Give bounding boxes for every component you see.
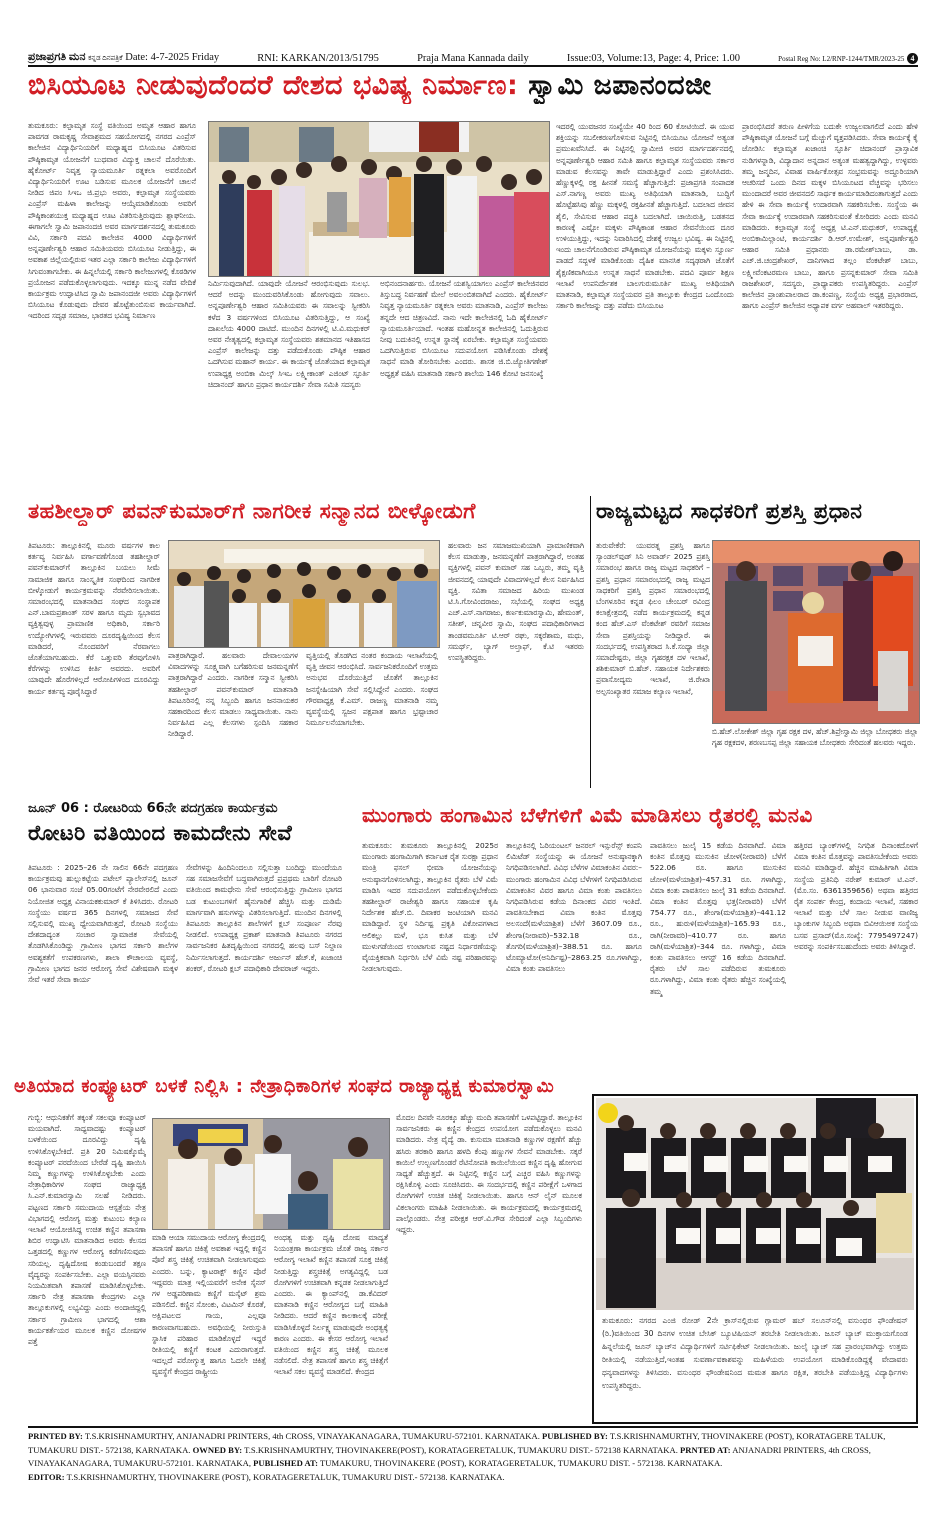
- footer-text: T.S.KRISHNAMURTHY, ANJANADRI PRINTERS, 4th CROSS, VINAYAKANAGARA, TUMAKURU-572101. KARNATAKA.: [82, 1431, 543, 1441]
- imprint-footer: [28, 1426, 918, 1484]
- newspaper-logo: ಪ್ರಜಾಪ್ರಗತಿ ಮನ: [28, 51, 86, 63]
- article-column: ಪಾತ್ರರಾಗಿದ್ದಾರೆ. ಹಲವಾರು ದೇವಾಲಯಗಳ ವಿವಾದಗಳನ್ನು ಸೂಕ್ಷ್ಮವಾಗಿ ಬಗೆಹರಿಸುವ ಜನಮನ್ನಣೆಗೆ ಪಾತ್ರರಾಗಿದ್ದಾರೆ ಎಂದರು. ನಾಗರೀಕ ಸನ್ಮಾನ ಸ್ವೀಕರಿಸಿ ತಹಶೀಲ್ದಾರ್ ಪವನ್‌ಕುಮಾರ್ ಮಾತನಾಡಿ ತಿಪಟೂರಿನಲ್ಲಿ ನನ್ನ ಸಿಬ್ಬಂದಿ ಹಾಗೂ ಜನನಾಯಕರ ಸಹಕಾರದಿಂದ ಕೆಲಸ ಮಾಡಲು ಸಾಧ್ಯವಾಯಿತು. ನಾನು ನಿರ್ವಹಿಸಿದ ಎಲ್ಲ ಕೆಲಸಗಳು ಸ್ಪಂದಿಸಿ ಸಹಕಾರ ನೀಡಿದ್ದಾರೆ.: [168, 651, 298, 739]
- article-column: ಅಭಿನಂದನಾರ್ಹರು. ಯೋಜನೆ ಯಶಸ್ವಿಯಾಗಲು ಎಂಪ್ರೆಸ್ ಕಾಲೇಜಿನವರ ತಿಸ್ತುಬದ್ಧ ನಿರ್ವಹಣೆ ಮೇಲೆ ಅವಲಂಬಿತವಾಗಿದೆ ಎಂದರು. ಹೈಕೋರ್ಟ್ ನಿವೃತ್ತ ನ್ಯಾಯಮೂರ್ತಿ ರತ್ನಕಲಾ ಅವರು ಮಾತನಾಡಿ, ಎಂಪ್ರೆಸ್ ಕಾಲೇಜು ತನ್ನದೇ ಆದ ಚಿತ್ರಣವಿದೆ. ನಾನು ಇದೇ ಕಾಲೇಜಿನಲ್ಲಿ ಓದಿ ಹೈಕೋರ್ಟ್ ನ್ಯಾಯಮೂರ್ತಿಯಾದೆ. ಇಂತಹ ಮಹೋನ್ನತ ಕಾಲೇಜಿನಲ್ಲಿ ಓದುತ್ತಿರುವ ನೀವು ಬದುಕಿನಲ್ಲಿ ಉನ್ನತ ಸ್ಥಾನಕ್ಕೆ ಏರಬೇಕು. ಕಲ್ಪಾಮೃತ ಸಂಸ್ಥೆಯವರು ಒದಗಿಸುತ್ತಿರುವ ಬಿಸಿಯೂಟ ಸದುಪಯೋಗ ಪಡಿಸಿಕೊಂಡು ದೇಶಕ್ಕೆ ಸಾಧನೆ ಮಾಡಿ ತೋರಿಸಬೇಕು ಎಂದರು. ಶಾಸಕ ಜಿ.ಬಿ.ಜ್ಯೋತಿಗಣೇಶ್ ಅಧ್ಯಕ್ಷತೆ ವಹಿಸಿ ಮಾತನಾಡಿ ಸರ್ಕಾರಿ ಶಾಲೆಯ 146 ಕೋಟಿ ಜನಸಂಖ್ಯೆ: [380, 279, 548, 378]
- article-column: ತಿಪಟೂರು: ತಾಲ್ಲೂಕಿನಲ್ಲಿ ಮೂರು ವರ್ಷಗಳ ಕಾಲ ಕರ್ತವ್ಯ ನಿರ್ವಹಿಸಿ ವರ್ಗಾವಣೆಗೊಂಡ ತಹಶೀಲ್ದಾರ್ ಪವನ್‌ಕುಮಾರ್‌ಗೆ ತಾಲ್ಲೂಕಿನ ಬಯಲು ಸೀಮೆ ಸಾಮಾಜಿಕ ಹಾಗೂ ಸಾಂಸ್ಕೃತಿಕ ಸಂಘದಿಂದ ನಾಗರೀಕ ಬೀಳ್ಕೋಡುಗೆ ಕಾರ್ಯಕ್ರಮವನ್ನು ನೆರವೇರಿಸಲಾಯಿತು. ಸಮಾರಂಭದಲ್ಲಿ ಮಾತನಾಡಿದ ಸಂಘದ ಸಂಸ್ಥಾಪಕ ಎನ್.ಬಾಮಪ್ರಶಾಂತ್ ಸರಳ ಹಾಗೂ ಮೃದು ಸ್ವಭಾವದ ವ್ಯಕ್ತಿತ್ವವುಳ್ಳ ಪ್ರಾಮಾಣಿಕ ಅಧಿಕಾರಿ, ಸರ್ಕಾರಿ ಉದ್ಯೋಗಿಗಳಲ್ಲಿ ಇರುವವರು ದೂರದೃಷ್ಟಿಯಿಂದ ಕೆಲಸ ಮಾಡಿದರೆ, ನೊಂದವರಿಗೆ ನೆರವಾಗಲು ಜೊತೆಯಾಗಬಹುದು. ಕೆರೆ ಒತ್ತುವರಿ ತೆರವುಗೊಳಿಸಿ ಕೆರೆಗಳನ್ನು ಉಳಿಸಿದ ಕೀರ್ತಿ ಅವರದು. ಅವರಿಗೆ ಯಾವುದೇ ಹೊರೆಗಳಿಲ್ಲದೆ ಆರೋಪಿಗಳಿಂದ ದೂರವಿದ್ದು ಕಾರ್ಯ ಕರ್ತವ್ಯ ಪೂರೈಸಿದ್ದಾರೆ: [28, 541, 160, 696]
- photo-computer: [152, 1118, 390, 1230]
- article-column: ಮೊದಲ ದಿನವೇ ನೂರಕ್ಕೂ ಹೆಚ್ಚು ಮಂದಿ ತಪಾಸಣೆಗೆ ಒಳಪಟ್ಟಿದ್ದಾರೆ. ತಾಲ್ಲೂಕಿನ ಸಾರ್ವಜನಿಕರು ಈ ಕಣ್ಣಿನ ಕೇಂದ್ರದ ಉಪಯೋಗ ಪಡೆದುಕೊಳ್ಳಲು ಮನವಿ ಮಾಡಿದರು. ನೇತ್ರ ವೈದ್ಯೆ ಡಾ. ಕುಸುಮಾ ಮಾತನಾಡಿ ಕಣ್ಣುಗಳ ರಕ್ಷಣೆಗೆ ಹೆಚ್ಚು ಹಸಿರು ತರಕಾರಿ ಹಾಗೂ ಹಳದಿ ಕೆಂಪು ಹಣ್ಣುಗಳ ಸೇವನೆ ಮಾಡಬೇಕು. ಸಕ್ಕರೆ ಕಾಯಿಲೆ ಉಲ್ಬಣಗೊಂಡರೆ ರೆಟಿನೋಪತಿ ಕಾಯಿಲೆಯಿಂದ ಕಣ್ಣಿನ ದೃಷ್ಟಿ ಹೋಗುವ ಸಾಧ್ಯತೆ ಹೆಚ್ಚುತ್ತದೆ. ಈ ನಿಟ್ಟಿನಲ್ಲಿ ಕಣ್ಣಿನ ಬಗ್ಗೆ ಎಚ್ಚರ ವಹಿಸಿ ಕಣ್ಣುಗಳನ್ನು ರಕ್ಷಿಸಿಕೊಳ್ಳಿ ಎಂದು ಸೂಚಿಸಿದರು. ಈ ಸಂದರ್ಭದಲ್ಲಿ ಕಣ್ಣಿನ ಪರೀಕ್ಷೆಗೆ ಒಳಗಾದ ರೋಗಿಗಳಿಗೆ ಉಚಿತ ಚಿಕಿತ್ಸೆ ನೀಡಲಾಯಿತು. ಹಾಗೂ ಆನ್ ಲೈನ್ ಮೂಲಕ ವಿಕಲಾಂಗರು ಮಾಹಿತಿ ನೀಡಲಾಯಿತು. ಈ ಕಾರ್ಯಕ್ರಮದಲ್ಲಿ ಕಾರ್ಯಕ್ರಮದಲ್ಲಿ ಪಾಲ್ಗೊಂಡರು. ನೇತ್ರ ಪರೀಕ್ಷಕ ಆರ್.ವಿ.ಗೌಡ ಸೇರಿದಂತೆ ಎಲ್ಲಾ ಸಿಬ್ಬಂದಿಗಳು ಇದ್ದರು.: [396, 1113, 582, 1235]
- beautician-group-photo-icon: [596, 1098, 914, 1310]
- footer-text: ANJANADRI PRINTERS, 4th CROSS, VINAYAKANAGARA, TUMAKURU-572101. KARNATAKA,: [28, 1444, 871, 1468]
- headline-award: ರಾಜ್ಯಮಟ್ಟದ ಸಾಧಕರಿಗೆ ಪ್ರಶಸ್ತಿ ಪ್ರಧಾನ: [596, 499, 863, 523]
- article-column: ತುರುವೇಕೆರೆ: ಯುವರತ್ನ ಪ್ರಶಸ್ತಿ ಹಾಗೂ ಸ್ಯಾಂಡಲ್‌ವುಡ್ ಸಿನಿ ಅವಾರ್ಡ್ 2025 ಪ್ರಶಸ್ತಿ ಸಮಾರಂಭ ಹಾಗೂ ರಾಜ್ಯ ಮಟ್ಟದ ಸಾಧಕರಿಗೆ – ಪ್ರಶಸ್ತಿ ಪ್ರಧಾನ ಸಮಾರಂಭದಲ್ಲಿ ರಾಜ್ಯ ಮಟ್ಟದ ಸಾಧಕರಿಗೆ ಪ್ರಶಸ್ತಿ ಪ್ರಧಾನ ಸಮಾರಂಭದಲ್ಲಿ ಬೆಂಗಳೂರಿನ ಕನ್ನಡ ಫಿಲಂ ಚೇಂಬರ್ ರವಿಂದ್ರ ಕಲಾಕ್ಷೇತ್ರದಲ್ಲಿ ನಡೆದ ಕಾರ್ಯಕ್ರಮದಲ್ಲಿ ಕನ್ನಡ ಕಂದ ಹೆಚ್.ಎಸ್ ವೆಂಕಟೇಶ್ ರವರಿಗೆ ಸಮಾಜ ಸೇವಾ ಪ್ರಶಸ್ತಿಯನ್ನು ನೀಡಿದ್ದಾರೆ. ಈ ಸಂದರ್ಭದಲ್ಲಿ ಉಪಸ್ಥಿತರಾದ ಸಿ.ಕೆ.ಸಂಧ್ಯಾ ಜಿಲ್ಲಾ ಸಮಾದೇಷ್ಟರು, ಜಿಲ್ಲಾ ಗೃಹರಕ್ಷಕ ದಳ ಇಲಾಖೆ, ಶಶಿಕುಮಾರ್ ಬಿ.ಹೆಚ್. ಸಹಾಯಕ ನಿರ್ದೇಶಕರು ಪ್ರವಾಸೋದ್ಯಮ ಇಲಾಖೆ, ಜಿ.ರೇಖಾ ಅಲ್ಪಸಂಖ್ಯಾತರ ಸಮಾಜ ಕಲ್ಯಾಣ ಇಲಾಖೆ,: [596, 541, 710, 696]
- article-column: ತಾಲ್ಲೂಕಿನಲ್ಲಿ ಓರಿಯಂಟಲ್ ಜನರಲ್ ಇನ್ಸುರೆನ್ಸ್ ಕಂಪನಿ ಲಿಮಿಟೆಡ್ ಸಂಸ್ಥೆಯನ್ನು ಈ ಯೋಜನೆ ಅನುಷ್ಠಾನಕ್ಕಾಗಿ ನಿಗಧಿಪಡಿಸಲಾಗಿದೆ. ವಿವಿಧ ಬೆಳೆಗಳ ವಿಮಾಕಂತಿನ ವಿವರ:– ಮುಂಗಾರು ಹಂಗಾಮಿನ ವಿವಿಧ ಬೆಳೆಗಳಿಗೆ ನಿಗಧಿಪಡಿಸಿರುವ ವಿಮಾಕಂತಿನ ವಿವರ ಹಾಗೂ ವಿಮಾ ಕಂತು ಪಾವತಿಸಲು ನಿಗಧಿಪಡಿಸಿರುವ ಕಡೆಯ ದಿನಾಂಕದ ವಿವರ ಇಂತಿದೆ. ಪಾವತಿಸಬೇಕಾದ ವಿಮಾ ಕಂತಿನ ಮೊತ್ತವು ಅಲಸಂದೆ(ಮಳೆಯಾಶ್ರಿತ) ಬೆಳೆಗೆ 3607.09 ರೂ., ಶೇಂಗಾ(ನೀರಾವರಿ)–532.18 ರೂ., ತೊಗರಿ(ಮಳೆಯಾಶ್ರಿತ)–388.51 ರೂ. ಹಾಗೂ ಟೊಮ್ಯಾಟೋ(ಅನಿರ್ದಿಷ್ಟ)–2863.25 ರೂ.ಗಳಾಗಿದ್ದು, ವಿಮಾ ಕಂತು ಪಾವತಿಸಲು: [506, 841, 642, 974]
- article-column: ಪಾವತಿಸಲು ಜುಲೈ 15 ಕಡೆಯ ದಿನವಾಗಿದೆ. ವಿಮಾ ಕಂತಿನ ಮೊತ್ತವು ಮುಸುಕಿನ ಜೋಳ(ನೀರಾವರಿ) ಬೆಳೆಗೆ 522.06 ರೂ. ಹಾಗೂ ಮುಸುಕಿನ ಜೋಳ(ಮಳೆಯಾಶ್ರಿತ)–457.31 ರೂ. ಗಳಾಗಿದ್ದು, ವಿಮಾ ಕಂತು ಪಾವತಿಸಲು ಜುಲೈ 31 ಕಡೆಯ ದಿನವಾಗಿದೆ. ವಿಮಾ ಕಂತಿನ ಮೊತ್ತವು ಭತ್ತ(ನೀರಾವರಿ) ಬೆಳೆಗೆ 754.77 ರೂ., ಶೇಂಗಾ(ಮಳೆಯಾಶ್ರಿತ)–441.12 ರೂ., ಹುರುಳಿ(ಮಳೆಯಾಶ್ರಿತ)–165.93 ರೂ., ರಾಗಿ(ನೀರಾವರಿ)–410.77 ರೂ. ಹಾಗೂ ರಾಗಿ(ಮಳೆಯಾಶ್ರಿತ)–344 ರೂ. ಗಳಾಗಿದ್ದು, ವಿಮಾ ಕಂತು ಪಾವತಿಸಲು ಆಗಸ್ಟ್ 16 ಕಡೆಯ ದಿನವಾಗಿದೆ. ರೈತರು ಬೆಳೆ ಸಾಲ ಪಡೆದಿರುವ ತುಮಕೂರು ರೂ.ಗಳಾಗಿದ್ದು, ವಿಮಾ ಕಂತು ರೈತರು ಹೆಚ್ಚಿನ ಸಂಖ್ಯೆಯಲ್ಲಿ ತಮ್ಮ: [650, 841, 786, 996]
- group-felicitation-photo-icon: [169, 541, 439, 647]
- salon-news-box: [592, 1094, 918, 1424]
- article-column: ತುಮಕೂರು: ಕಲ್ಪಾಮೃತ ಸಂಸ್ಥೆ ವತಿಯಿಂದ ಅಮೃತ ಆಹಾರ ಹಾಗೂ ಪಾವಗಡ ರಾಮಕೃಷ್ಣ ಸೇವಾಶ್ರಮದ ಸಹಯೋಗದಲ್ಲಿ ನಗರದ ಎಂಪ್ರೆಸ್ ಕಾಲೇಜಿನ ವಿದ್ಯಾರ್ಥಿನಿಯರಿಗೆ ಮಧ್ಯಾಹ್ನದ ಬಿಸಿಯೂಟ ವಿತರಿಸುವ ಪೌಷ್ಠಿಕಾಮೃತ ಯೋಜನೆಗೆ ಬುಧವಾರ ವಿದ್ಯುಕ್ತ ಚಾಲನೆ ದೊರೆಯಿತು. ಹೈಕೋರ್ಟ್ ನಿವೃತ್ತ ನ್ಯಾಯಮೂರ್ತಿ ರತ್ನಕಲಾ ಅವರೊಂದಿಗೆ ವಿದ್ಯಾರ್ಥಿನಿಯರಿಗೆ ಊಟ ಬಡಿಸುವ ಮೂಲಕ ಯೋಜನೆಗೆ ಚಾಲನೆ ನೀಡಿದ ಜಿಪಂ ಸಿಇಒ ಜಿ.ಪ್ರಭು ಅವರು, ಕಲ್ಪಾಮೃತ ಸಂಸ್ಥೆಯವರು ಎಂಪ್ರೆಸ್ ಮಹಿಳಾ ಕಾಲೇಜನ್ನು ಆಯ್ಕೆಮಾಡಿಕೊಂಡು ಅವರಿಗೆ ಪೌಷ್ಠಿಕಾಂಶಯುಕ್ತ ಮಧ್ಯಾಹ್ನದ ಊಟ ವಿತರಿಸುತ್ತಿರುವುದು ಶ್ಲಾಘನೀಯ. ಈಗಾಗಲೇ ಸ್ವಾಮಿ ಜಪಾನಂದಜಿ ಅವರ ಮಾರ್ಗದರ್ಶನದಲ್ಲಿ ತುಮಕೂರು ವಿವಿ, ಸರ್ಕಾರಿ ಪದವಿ ಕಾಲೇಜಿನ 4000 ವಿದ್ಯಾರ್ಥಿಗಳಿಗೆ ಅನ್ನಪೂರ್ಣೇಶ್ವರಿ ಆಹಾರ ಸಮಿತಿಯವರು ಬಿಸಿಯೂಟ ನೀಡುತ್ತಿದ್ದು, ಈ ಅವಕಾಶ ಜಿಲ್ಲೆಯಲ್ಲಿರುವ ಇತರ ಎಲ್ಲಾ ಸರ್ಕಾರಿ ಕಾಲೇಜು ವಿದ್ಯಾರ್ಥಿಗಳಿಗೆ ಸಿಗುವಂತಾಗಬೇಕು. ಈ ಹಿನ್ನಲೆಯಲ್ಲಿ ಸರ್ಕಾರಿ ಕಾಲೇಜುಗಳಲ್ಲಿ ಕೊಠಡಿಗಳ ಪ್ರಯೋಜನ ಪಡೆದುಕೊಳ್ಳಲಾಗುವುದು. ಇದಕ್ಕೂ ಮುನ್ನ ನಡೆದ ವೇದಿಕೆ ಕಾರ್ಯಕ್ರಮ ಉದ್ಘಾಟಿಸಿದ ಸ್ವಾಮಿ ಜಪಾನಂದಜೀ ಅವರು ವಿದ್ಯಾರ್ಥಿಗಳಿಗೆ ಬಿಸಿಯೂಟ ಕೊಡುವುದು ದೇವರ ಹೊಟ್ಟೆತುಂಬಿಸುವ ಕಾರ್ಯವಾಗಿದೆ. ಇದರಿಂದ ಸದೃಢ ಸಮಾಜ, ಭಾರತದ ಭವಿಷ್ಯ ನಿರ್ಮಾಣ: [28, 121, 196, 321]
- article-column: ನಿರ್ಮಿಸುವುದಾಗಿದೆ. ಯಾವುದೇ ಯೋಜನೆ ಆರಂಭಿಸುವುದು ಸುಲಭ. ಆದರೆ ಅದನ್ನು ಮುಂದುವರಿಸಿಕೊಂಡು ಹೋಗುವುದು ಸವಾಲು. ಅನ್ನಪೂರ್ಣೇಶ್ವರಿ ಆಹಾರ ಸಮಿತಿಯವರು ಈ ಸವಾಲನ್ನು ಸ್ವೀಕರಿಸಿ ಕಳೆದ 3 ವರ್ಷಗಳಿಂದ ಬಿಸಿಯೂಟ ವಿತರಿಸುತ್ತಿದ್ದು, ಆ ಸಂಖ್ಯೆ ದಾಖಲೆಯ 4000 ದಾಟಿದೆ. ಮುಂದಿನ ದಿನಗಳಲ್ಲಿ ಟಿ.ವಿ.ಮಧುಕರ್ ಅವರ ನೇತೃತ್ವದಲ್ಲಿ ಕಲ್ಪಾಮೃತ ಸಂಸ್ಥೆಯವರು ಶತಮಾನದ ಇತಿಹಾಸದ ಎಂಪ್ರೆಸ್ ಕಾಲೇಜನ್ನು ದತ್ತು ಪಡೆದುಕೊಂಡು ಪೌಷ್ಠಿಕ ಆಹಾರ ಒದಗಿಸುವ ಮಹಾನ್ ಕಾರ್ಯ. ಈ ಕಾರ್ಯಕ್ಕೆ ಜೊತೆಯಾದ ಕಲ್ಪಾಮೃತ ಉಪಾಧ್ಯಕ್ಷ ಅಂಬಿಕಾ ಮಿಲ್ಕ್ ಸಿಇಒ ಲಕ್ಷ್ಮೀಕಾಂತ್ ಎಜಿಂಟ್ ಸ್ಫೂರ್ತಿ ಚಿದಾನಂದ್ ಹಾಗೂ ಪ್ರಧಾನ ಕಾರ್ಯದರ್ಶಿ ಸೇವಾ ಸಮಿತಿ ಸದಸ್ಯರು: [208, 279, 370, 389]
- headline-red-part: ಬಿಸಿಯೂಟ ನೀಡುವುದೆಂದರೆ ದೇಶದ ಭವಿಷ್ಯ ನಿರ್ಮಾಣ:: [28, 70, 519, 101]
- footer-label: PRNTED AT:: [680, 1444, 731, 1455]
- footer-label: OWNED BY:: [192, 1444, 243, 1455]
- eye-camp-photo-icon: [153, 1119, 389, 1229]
- salon-caption: ತುಮಕೂರು: ನಗರದ ಎಂಜಿ ರೋಡ್ 2ನೇ ಕ್ರಾಸ್‌ನಲ್ಲಿರುವ ಗ್ಲಾಮರ್ ಹಬ್ ಸಲೂನ್‌ನಲ್ಲಿ ವಸುಂಧರ ಫೌಂಡೇಷನ್ (ರಿ.)ವತಿಯಿಂದ 30 ದಿನಗಳ ಉಚಿತ ಬೇಸಿಕ್ ಬ್ಯೂಟಿಷಿಯನ್ ತರಬೇತಿ ನೀಡಲಾಯಿತು. ಜೂನ್ ಬ್ಯಾಚ್ ಮುಕ್ತಾಯಗೊಂಡ ಹಿನ್ನಲೆಯಲ್ಲಿ ಜೂನ್ ಬ್ಯಾಚ್‌ನ ವಿದ್ಯಾರ್ಥಿಗಳಿಗೆ ಸರ್ಟಿಫಿಕೇಟ್ ನೀಡಲಾಯಿತು. ಜುಲೈ ಬ್ಯಾಚ್ ಸಹ ಪ್ರಾರಂಭವಾಗಿದ್ದು ಉತ್ತಮ ರೀತಿಯಲ್ಲಿ ನಡೆಯುತ್ತಿದೆ,ಇಂತಹ ಸುವರ್ಣಾವಕಾಶವನ್ನು ಮಹಿಳೆಯರು ಉಪಯೋಗ ಮಾಡಿಕೊಂಡಿದ್ದಕ್ಕೆ ವೇದಾವರು ಧನ್ಯವಾದಗಳನ್ನು ತಿಳಿಸಿದರು. ವಸುಂಧರ ಫೌಂಡೇಷನಿಂದ ಮಮತ ಹಾಗೂ ರಕ್ಷಿತ, ತರಬೇತಿ ಪಡೆಯುತ್ತಿದ್ದ ವಿದ್ಯಾರ್ಥಿಗಳು ಉಪಸ್ಥಿತರಿದ್ದರು.: [602, 1316, 908, 1390]
- article-column: ಹತ್ತಿರದ ಬ್ಯಾಂಕ್‌ಗಳಲ್ಲಿ ನಿಗಧಿತ ದಿನಾಂಕದೊಳಗೆ ವಿಮಾ ಕಂತಿನ ಮೊತ್ತವನ್ನು ಪಾವತಿಸಬೇಕೆಂದು ಅವರು ಮನವಿ ಮಾಡಿದ್ದಾರೆ. ಹೆಚ್ಚಿನ ಮಾಹಿತಿಗಾಗಿ ವಿಮಾ ಸಂಸ್ಥೆಯ ಪ್ರತಿನಿಧಿ ನರೇಶ್ ಕುಮಾರ್ ಟಿ.ಎನ್. (ಮೊ.ಸಂ. 6361359656) ಅಥವಾ ಹತ್ತಿರದ ರೈತ ಸಂಪರ್ಕ ಕೇಂದ್ರ, ಕಂದಾಯ ಇಲಾಖೆ, ಸಹಕಾರ ಇಲಾಖೆ ಮತ್ತು ಬೆಳೆ ಸಾಲ ನೀಡುವ ವಾಣಿಜ್ಯ ಬ್ಯಾಂಕುಗಳ ಸಿಬ್ಬಂದಿ ಅಥವಾ ಬಿವಿಆಯಿಅಕ ಸಂಸ್ಥೆಯ ಬಸವ ಪ್ರಸಾದ್(ಮೊ.ಸಂಖ್ಯೆ: 7795497247) ಅವರನ್ನು ಸಂಪರ್ಕಿಸಬಹುದೆಂದು ಅವರು ತಿಳಿಸಿದ್ದಾರೆ.: [794, 841, 918, 951]
- article-column: ಪ್ರಾರಂಭಿಸಿದರೆ ತರುಣ ಪೀಳಿಗೆಯ ಬದುಕೇ ಉಜ್ವಲವಾಗಲಿದೆ ಎಂದು ಹೇಳಿ ಪೌಷ್ಠಿಕಾಮೃತ ಯೋಜನೆ ಬಗ್ಗೆ ಮೆಚ್ಚುಗೆ ವ್ಯಕ್ತಪಡಿಸಿದರು. ಸೇವಾ ಕಾರ್ಯಕ್ಕೆ ಕೈ ಜೋಡಿಸಿ: ಕಲ್ಪಾಮೃತ ಖಜಾಂಚಿ ಸ್ಫೂರ್ತಿ ಚಿದಾನಂದ್ ಪ್ರಾಸ್ತಾವಿಕ ನುಡಿಗಳನ್ನಾಡಿ, ವಿದ್ಯಾದಾನ ಅನ್ನದಾನ ಅತ್ಯಂತ ಮಹತ್ವದ್ದಾಗಿದ್ದು, ಉಳ್ಳವರು ತಮ್ಮ ಜನ್ಮದಿನ, ವಿವಾಹ ವಾರ್ಷಿಕೋತ್ಸವ ಸಂಭ್ರಮವನ್ನು ಅದ್ದೂರಿಯಾಗಿ ಆಚರಿಸದೆ ಒಂದು ದಿನದ ಮಕ್ಕಳ ಬಿಸಿಯೂಟದ ವೆಚ್ಚವನ್ನು ಭರಿಸಲು ಮುಂದಾದರೆ ಅವರ ಜೀವನದಲಿ ಸಾರ್ಥಕ ಕಾರ್ಯಮಾಡಿದಂತಾಗುತ್ತದೆ ಎಂದು ಹೇಳಿ ಈ ಸೇವಾ ಕಾರ್ಯಕ್ಕೆ ಉದಾರವಾಗಿ ಸಹಕರಿಸಬೇಕು. ಸಂಸ್ಥೆಯ ಈ ಸೇವಾ ಕಾರ್ಯಕ್ಕೆ ಉದಾರವಾಗಿ ಸಹಕರಿಸುವಂತೆ ಕೋರಿದರು ಎಂದು ಮನವಿ ಮಾಡಿದರು. ಕಲ್ಪಾಮೃತ ಸಂಸ್ಥೆ ಅಧ್ಯಕ್ಷ ಟಿ.ಎನ್.ಮಧುಕರ್, ಉಪಾಧ್ಯಕ್ಷೆ ಅಂಬಿಕಾಮಿಲ್ಲಾಂಟಿ, ಕಾರ್ಯದರ್ಶಿ ಡಿ.ಆರ್.ಉಮೇಶ್, ಅನ್ನಪೂರ್ಣೇಶ್ವರಿ ಆಹಾರ ಸಮಿತಿ ಪ್ರಧಾನರು ಡಾ.ರಮೇಶ್‌ಬಾಬು, ಡಾ. ಎಚ್.ಜಿ.ಚಂದ್ರಶೇಖರ್, ದಾನಿಗಳಾದ ತಲ್ಲಂ ವೆಂಕಟೇಶ್ ಬಾಬು, ಲಕ್ಷ್ಮೀವೆಂಕಟರಮಣ ಬಾಬು, ಹಾಗೂ ಪ್ರಸನ್ನಕುಮಾರ್ ಸೇವಾ ಸಮಿತಿ ರಾಜಶೇಖರ್, ಸದಸ್ಯರು, ಪ್ರಾಧ್ಯಾಪಕರು ಉಪಸ್ಥಿತರಿದ್ದರು. ಎಂಪ್ರೆಸ್ ಕಾಲೇಜಿನ ಪ್ರಾಂಶುಪಾಲರಾದ ಡಾ.ಕಂಪಣ್ಣ, ಸಂಸ್ಥೆಯ ಅಧ್ಯಕ್ಷ ಪ್ರಭಾರರಾದ, ಹಾಗೂ ಎಂಪ್ರೆಸ್ ಕಾಲೇಜಿನ ಅಧ್ಯಾಪಕ ವರ್ಗ ಅಹವಾಲ್ ಇತರರಿದ್ದರು.: [742, 122, 918, 311]
- article-column: ಇದರಲ್ಲಿ ಯುವಜನರ ಸಂಖ್ಯೆಯೇ 40 ರಿಂದ 60 ಕೋಟಿಯಿದೆ. ಈ ಯುವ ಶಕ್ತಿಯನ್ನು ಸಬಲೀಕರಣಗೊಳಿಸುವ ನಿಟ್ಟಿನಲ್ಲಿ ಬಿಸಿಯೂಟ ಯೋಜನೆ ಅತ್ಯಂತ ಪ್ರಮುಖವೆನಿಸಿದೆ. ಈ ನಿಟ್ಟಿನಲ್ಲಿ ಸ್ವಾಮೀಜಿ ಅವರ ಮಾರ್ಗದರ್ಶನದಲ್ಲಿ ಅನ್ನಪೂರ್ಣೇಶ್ವರಿ ಆಹಾರ ಸಮಿತಿ ಹಾಗೂ ಕಲ್ಪಾಮೃತ ಸಂಸ್ಥೆಯವರು ಸರ್ಕಾರ ಮಾಡುವ ಕೆಲಸವನ್ನು ತಾವೇ ಮಾಡುತ್ತಿದ್ದಾರೆ ಎಂದು ಪ್ರಶಂಸಿಸಿದರು. ಹೆಣ್ಣುಕ್ಕಳಲ್ಲಿ ರಕ್ತ ಹೀನತೆ ಸಮಸ್ಯೆ ಹೆಚ್ಚಾಗುತ್ತಿದೆ: ಪ್ರಜಾಪ್ರಗತಿ ಸಂಪಾದಕ ಎಸ್.ನಾಗಣ್ಣ ಅವರು ಮುಖ್ಯ ಅತಿಥಿಯಾಗಿ ಮಾತನಾಡಿ, ಬುದ್ಧಿಗೆ ಹೊಟ್ಟೆಹಸಿವು ಹೆಣ್ಣು ಮಕ್ಕಳಲ್ಲಿ ರಕ್ತಹೀನತೆ ಹೆಚ್ಚಾಗುತ್ತಿದೆ. ಬದಲಾದ ಜೀವನ ಶೈಲಿ, ಸೇವಿಸುವ ಆಹಾರ ಪದ್ಧತಿ ಬದಲಾಗಿದೆ. ಚಾಯಿರುತ್ತಿ, ಬಡತನದ ಕಾರಣಕ್ಕೆ ಎಷ್ಟೋ ಮಕ್ಕಳು ಪೌಷ್ಠಿಕಾಂಶ ಆಹಾರ ಸೇವನೆಯಿಂದ ದೂರ ಉಳಿಯುತ್ತಿದ್ದು, ಇದನ್ನು ನಿವಾರಿಸಿದಲ್ಲಿ ದೇಶಕ್ಕೆ ಉಜ್ವಲ ಭವಿಷ್ಯ. ಈ ನಿಟ್ಟಿನಲ್ಲಿ ಇಂದು ಚಾಲನೆಗೊಂಡಿರುವ ಪೌಷ್ಠಿಕಾಮೃತ ಯೋಜನೆಯನ್ನು ಮಕ್ಕಳು ಸ್ವೂರ್ಣ ಪಾಡದೆ ಸದ್ಬಳಕೆ ಮಾಡಿಕೊಂಡು ದೈಹಿಕ ಮಾನಸಿಕ ಸದೃಢರಾಗಿ ಜೊತೆಗೆ ಶೈಕ್ಷಣಿಕವಾಗಿಯೂ ಉನ್ನತ ಸಾಧನೆ ಮಾಡಬೇಕು. ಪದವಿ ಪೂರ್ವ ಶಿಕ್ಷಣ ಇಲಾಖೆ ಉಪನಿರ್ದೇಶಕ ಬಾಲಗುರುಮೂರ್ತಿ ಮುಖ್ಯ ಅತಿಥಿಯಾಗಿ ಮಾತನಾಡಿ, ಕಲ್ಪಾಮೃತ ಸಂಸ್ಥೆಯವರ ಪ್ರತಿ ತಾಲ್ಲೂಕು ಕೇಂದ್ರದ ಒಂದೊಂದು ಸರ್ಕಾರಿ ಕಾಲೇಜನ್ನು ದತ್ತು ಪಡೆದು ಬಿಸಿಯೂಟ: [556, 122, 734, 311]
- article-column: ಅಂಧತ್ವ ಮತ್ತು ದೃಷ್ಟಿ ದೋಷ ಮಾದ್ಯತೆ ನಿಯಂತ್ರಣಾ ಕಾರ್ಯಕ್ರಮ ಜೊತೆ ರಾಜ್ಯ ಸರ್ಕಾರ ಆರೋಗ್ಯ ಇಲಾಖೆ ಕಣ್ಣಿನ ತಪಾಸಣೆ ಸೂಕ್ತ ಚಿಕಿತ್ಸೆ ನೀಡುತ್ತಿದ್ದು ಶಸ್ತ್ರಚಿಕಿತ್ಸೆ ಅಗತ್ಯವಿದ್ದಲ್ಲಿ ಬಡ ರೋಗಿಗಳಿಗೆ ಉಚಿತವಾಗಿ ಕನ್ನಡಕ ನೀಡಲಾಗುತ್ತಿದೆ ಎಂದರು. ಈ ಕ್ಯಾಂಪ್‌ನಲ್ಲಿ ಡಾ.ಕೆವಿದರ್ ಮಾತನಾಡಿ ಕಣ್ಣಿನ ಆರೋಗ್ಯದ ಬಗ್ಗೆ ಮಾಹಿತಿ ನೀಡಿದರು. ಆದರೆ ಕಣ್ಣಿನ ಕಾಲಕಾಲಕ್ಕೆ ಪರೀಕ್ಷೆ ಮಾಡಿಸಿಕೊಳ್ಳದೆ ನಿರ್ಲಕ್ಷ್ಯ ಮಾಡುವುದೇ ಅಂಧತ್ವಕ್ಕೆ ಕಾರಣ ಎಂದರು. ಈ ಕೇಸರ ಆರೋಗ್ಯ ಇಲಾಖೆ ವತಿಯಿಂದ ಕಣ್ಣಿನ ಶಸ್ತ್ರ ಚಿಕಿತ್ಸೆ ಮೂಲಕ ನಡೆಸಲಿದೆ. ನೇತ್ರ ತಪಾಸಣೆ ಹಾಗೂ ಶಸ್ತ್ರ ಚಿಕಿತ್ಸೆಗೆ ಇಲಾಖೆ ಸಕಲ ವ್ಯವಸ್ಥೆ ಮಾಡಲಿದೆ. ಕೇಂದ್ರದ: [274, 1233, 388, 1377]
- footer-text: T.S.KRISHNAMURTHY, THOVINAKERE (POST), KORATAGERE TALUK, TUMAKURU DIST.- 572138, KARNATAKA.: [28, 1431, 886, 1455]
- article-column: ತುಮಕೂರು: ತುಮಕೂರು ತಾಲ್ಲೂಕಿನಲ್ಲಿ 2025ರ ಮುಂಗಾರು ಹಂಗಾಮಿಗಾಗಿ ಕರ್ನಾಟಕ ರೈತ ಸುರಕ್ಷಾ ಪ್ರಧಾನ ಮಂತ್ರಿ ಫಸಲ್ ಭೀಮಾ ಯೋಜನೆಯನ್ನು ಅನುಷ್ಠಾನಗೊಳಿಸಲಾಗಿದ್ದು, ತಾಲ್ಲೂಕಿನ ರೈತರು ಬೆಳೆ ವಿಮೆ ಮಾಡಿಸಿ ಇದರ ಸದುಪಯೋಗ ಪಡೆದುಕೊಳ್ಳಬೇಕೆಂದು ತಹಶೀಲ್ದಾರ್ ರಾಜೇಶ್ವರಿ ಹಾಗೂ ಸಹಾಯಕ ಕೃಷಿ ನಿರ್ದೇಶಕ ಹೆಚ್.ಬಿ. ದಿವಾಕರ ಜಂಟಿಯಾಗಿ ಮನವಿ ಮಾಡಿದ್ದಾರೆ. ಸ್ಥಳ ನಿರ್ದಿಷ್ಟ ಪ್ರಕೃತಿ ವಿಕೋಪಗಳಾದ ಆಲಿಕಲ್ಲು ಮಳೆ, ಭೂ ಕುಸಿತ ಮತ್ತು ಬೆಳೆ ಮುಳುಗಡೆಯಿಂದ ಉಂಟಾಗುವ ನಷ್ಟದ ನಿರ್ಧಾರಣೆಯನ್ನು ವೈಯಕ್ತಿಕವಾಗಿ ನಿರ್ಧರಿಸಿ ಬೆಳೆ ವಿಮೆ ನಷ್ಟ ಪರಿಹಾರವನ್ನು ನೀಡಲಾಗುವುದು.: [362, 841, 498, 974]
- article-column: ಮಾಡಿ ಆಯಾ ಸಮುದಾಯ ಆರೋಗ್ಯ ಕೇಂದ್ರದಲ್ಲಿ ತಪಾಸಣೆ ಹಾಗೂ ಚಿಕಿತ್ಸೆ ಅವಕಾಶ ಇದ್ದಲ್ಲಿ ಕಣ್ಣಿನ ಪೊರೆ ಶಸ್ತ್ರ ಚಿಕಿತ್ಸೆ ಉಚಿತವಾಗಿ ನೀಡಲಾಗುವುದು ಎಂದರು. ಬನ್ನು, ಕ್ಯಾಟರಾಕ್ಟ್ ಕಣ್ಣಿನ ಪೊರೆ ಇದ್ದವರು ಮಾತ್ರ ಇಲ್ಲಿಯವರೆಗೆ ಅನೇಕ ಸೈನಸ್ ಗಳ ಅಡ್ಡಪರಿಣಾಮ ಕಣ್ಣಿಗೆ ಮಸ್ಕೆಟ್ ಶ್ರಮ ಪಡಿಸಲಿದೆ. ಕಣ್ಣಿನ ಸೋಂಕು, ವಿಟಮಿನ್ ಕೊರತೆ, ಅಕ್ಷಿಪಟಲದ ಗಾಯ, ಎಲ್ಲವೂ ಕಾರಣವಾಗಬಹುದು. ಅವಧಿಯಲ್ಲಿ ನೀರುಸ್ತುತಿ ಸ್ಥಾಸಿಕ ಪರಿಹಾರ ಮಾಡಿಕೊಳ್ಳದೆ ಇದ್ದರೆ ರೀತಿಯಲ್ಲಿ ಕಣ್ಣಿಗೆ ಕಂಟಕ ಎದುರಾಗುತ್ತದೆ. ಇದಲ್ಲದೆ ಪರೋಗ್ಯುತ್ತ ಹಾಗೂ ಓದಲೇ ಚಿಕಿತ್ಸೆ ವ್ಯವಸ್ಥೆಗೆ ಕೇಂದ್ರದ ರಾಷ್ಟ್ರೀಯ: [152, 1233, 266, 1377]
- photo-award: [712, 540, 920, 724]
- headline-tahsildar: ತಹಶೀಲ್ದಾರ್ ಪವನ್‌ಕುಮಾರ್‌ಗೆ ನಾಗರೀಕ ಸನ್ಮಾನದ ಬೀಳ್ಕೋಡುಗೆ: [28, 499, 476, 523]
- page-number-badge: 4: [907, 53, 918, 64]
- article-column: ಗುಬ್ಬಿ: ಆಧುನಿಕತೆಗೆ ತಕ್ಕಂತೆ ಸಕಲವೂ ಕಂಪ್ಯೂಟರ್ ಮಯವಾಗಿದೆ. ಸಾಧ್ಯವಾದಷ್ಟು ಕಂಪ್ಯೂಟರ್ ಬಳಕೆಯಿಂದ ದೂರವಿದ್ದು ದೃಷ್ಟಿ ಉಳಿಸಿಕೊಳ್ಳಬೇಕಿದೆ. ಪ್ರತಿ 20 ನಿಮಿಷಕ್ಕೊಮ್ಮೆ ಕಂಪ್ಯೂಟರ್ ಪರದೆಯಿಂದ ಬೇರೆಡೆ ದೃಷ್ಟಿ ಹಾಯಿಸಿ ನಿಮ್ಮ ಕಣ್ಣುಗಳನ್ನು ಉಳಿಸಿಕೊಳ್ಳಬೇಕು ಎಂದು ನೇತ್ರಾಧಿಕಾರಿಗಳ ಸಂಘದ ರಾಜ್ಯಾಧ್ಯಕ್ಷ ಸಿ.ಎನ್.ಕುಮಾರಸ್ವಾಮಿ ಸಲಹೆ ನೀಡಿದರು. ಪಟ್ಟಣದ ಸರ್ಕಾರಿ ಸಮುದಾಯ ಆಸ್ಪತ್ರೆಯ ನೇತ್ರ ವಿಭಾಗದಲ್ಲಿ ಆರೋಗ್ಯ ಮತ್ತು ಕುಟುಂಬ ಕಲ್ಯಾಣ ಇಲಾಖೆ ಆಯೋಜಿಸಿದ್ದ ಉಚಿತ ಕಣ್ಣಿನ ತಪಾಸಣಾ ಶಿಬಿರ ಉದ್ಘಾಟಿಸಿ ಮಾತನಾಡಿದ ಅವರು ಕೆಲಸದ ಒತ್ತಡದಲ್ಲಿ ಕಣ್ಣುಗಳ ಆರೋಗ್ಯ ಕಡೆಗಣಿಸುವುದು ಸರಿಯಲ್ಲ. ದೃಷ್ಟಿದೋಷ ಕಂಡುಬಂದರೆ ತಕ್ಷಣ ವೈದ್ಯರನ್ನು ಸಂಪರ್ಕಿಸಬೇಕು. ಎಲ್ಲಾ ವಯಸ್ಸಿನವರು ನಿಯಮಿತವಾಗಿ ತಪಾಸಣೆ ಮಾಡಿಸಿಕೊಳ್ಳಬೇಕು. ಸರ್ಕಾರಿ ನೇತ್ರ ತಪಾಸಣಾ ಕೇಂದ್ರಗಳು ಎಲ್ಲಾ ತಾಲ್ಲೂಕುಗಳಲ್ಲಿ ಲಭ್ಯವಿದ್ದು ಎಂದು ಅಂದಾಜಿದ್ದಲ್ಲಿ ಸರ್ಕಾರ ಗ್ರಾಮೀಣ ಭಾಗದಲ್ಲಿ ಆಶಾ ಕಾರ್ಯಕರ್ತೆಯರ ಮೂಲಕ ಕಣ್ಣಿನ ದೋಷಗಳ ಪತ್ತೆ: [28, 1113, 146, 1347]
- postal-reg: Postal Reg No: L2/RNP-1244/TMR/2023-25: [778, 55, 905, 63]
- footer-label: PUBLISHED AT:: [253, 1458, 319, 1468]
- headline-midday-meal: [28, 68, 918, 104]
- headline-black-part: ಸ್ವಾಮಿ ಜಪಾನಂದಜೀ: [528, 70, 712, 101]
- headline-rotary: ರೋಟರಿ ವತಿಯಿಂದ ಕಾಮದೇನು ಸೇವೆ: [28, 821, 293, 845]
- photo-midday-meal: [208, 121, 550, 277]
- headline-monsoon: ಮುಂಗಾರು ಹಂಗಾಮಿನ ಬೆಳೆಗಳಿಗೆ ವಿಮೆ ಮಾಡಿಸಲು ರೈತರಲ್ಲಿ ಮನವಿ: [362, 803, 813, 827]
- footer-text: T.S.KRISHNAMURTHY, THOVINAKERE (POST), KORATAGERETALUK, TUMAKURU DIST.- 572138. KARNATAKA.: [64, 1471, 505, 1482]
- footer-label: PRINTED BY:: [28, 1431, 83, 1441]
- photo-tahsildar: [168, 540, 440, 648]
- students-meal-photo-icon: [209, 122, 549, 276]
- footer-text: TUMAKURU, THOVINAKERE (POST), KORATAGERETALUK, TUMAKURU DIST. - 572138. KARNATAKA.: [318, 1458, 723, 1468]
- article-column: ವೃತ್ತಿಯಲ್ಲಿ ತೊಡಗಿದ ನಂತರ ಕಂದಾಯ ಇಲಾಖೆಯಲ್ಲಿ ವೃತ್ತಿ ಜೀವನ ಆರಂಭಿಸಿದೆ. ಸಾರ್ವಜನಿಕರೊಂದಿಗೆ ಉತ್ತಮ ಅನುಭವ ದೊರೆಯುತ್ತಿದೆ ಜೊತೆಗೆ ತಾಲ್ಲೂಕಿನ ಜನಸ್ನೇಹಿಯಾಗಿ ಸೇವೆ ಸಲ್ಲಿಸಿದ್ದೇನೆ ಎಂದರು. ಸಂಘದ ಗೌರವಾಧ್ಯಕ್ಷ ಕೆ.ಎಮ್. ರಾಜಣ್ಣ ಮಾತನಾಡಿ ನಮ್ಮ ವ್ಯವಸ್ಥೆಯಲ್ಲಿ ಸ್ವಜನ ಪಕ್ಷಪಾತ ಹಾಗೂ ಭ್ರಷ್ಟಾಚಾರ ನಿರ್ಮೂಲನೆಯಾಗಬೇಕು.: [306, 651, 438, 728]
- rni-number: RNI: KARKAN/2013/51795: [257, 53, 379, 64]
- footer-label: EDITOR:: [28, 1471, 65, 1482]
- footer-text: T.S.KRISHNAMURTHY, THOVINAKERE(POST), KORATAGERETALUK, TUMAKURU DIST.- 572138 KARNATAKA.: [242, 1444, 681, 1455]
- paper-name: Praja Mana Kannada daily: [417, 53, 529, 64]
- headline-computer: ಅತಿಯಾದ ಕಂಪ್ಯೂಟರ್ ಬಳಕೆ ನಿಲ್ಲಿಸಿ : ನೇತ್ರಾಧಿಕಾರಿಗಳ ಸಂಘದ ರಾಜ್ಯಾಧ್ಯಕ್ಷ ಕುಮಾರಸ್ವಾಮಿ: [14, 1076, 555, 1097]
- column-divider: [590, 496, 591, 788]
- footer-label: PUBLISHED BY:: [542, 1431, 608, 1441]
- issue-date: Date: 4-7-2025 Friday: [125, 52, 220, 63]
- article-column: ತಿಪಟೂರು : 2025–26 ನೇ ಸಾಲಿನ 66ನೇ ಪದಗ್ರಹಣ ಕಾರ್ಯಕ್ರಮವು ಹುಲ್ಲುಕಟ್ಟೆಯ ಪಟೇಲ್ ಪ್ಯಾಲೇಸ್‌ನಲ್ಲಿ ಜೂನ್ 06 ಭಾನುವಾರ ಸಂಜೆ 05.00ಗಂಟೆಗೆ ನೇರವೇರಲಿದೆ ಎಂದು ನಿಯೋಜಿತ ಅಧ್ಯಕ್ಷ ವಿನಾಯಕಕುಮಾರ್ ಕೆ ತಿಳಿಸಿದರು. ರೋಟರಿ ಸಂಸ್ಥೆಯು ವರ್ಷದ 365 ದಿನಗಳಲ್ಲಿ ಸಮಾಜದ ಸೇವೆ ಸಲ್ಲಿಸುವಲ್ಲಿ ಮುಖ್ಯ ಧ್ಯೇಯವಾಗಿರುತ್ತದೆ, ರೋಟರಿ ಸಂಸ್ಥೆಯು ದೇಶದಾದ್ಯಂತ ಸಂಚಾರ ಸ್ವಾಮಾಜಿಕ ಸೇವೆಯಲ್ಲಿ ತೊಡಗಿಸಿಕೊಂಡಿದ್ದು ಗ್ರಾಮೀಣ ಭಾಗದ ಸರ್ಕಾರಿ ಶಾಲೆಗಳ ಅವಶ್ಯಕತೆಗೆ ಉಪಕರಣಗಳು, ಶಾಲಾ ಕೌಚಾಲಯ ವ್ಯವಸ್ಥೆ, ಗ್ರಾಮೀಣ ಭಾಗದ ಜನರ ಆರೋಗ್ಯ ಸೇವೆ ವಿಶೇಷವಾಗಿ ಮಕ್ಕಳ ಸೇವೆ ಇತರೆ ಸೇವಾ ಕಾರ್ಯ: [28, 863, 178, 985]
- rotary-kicker: ಜೂನ್ 06 : ರೋಟರಿಯ 66ನೇ ಪದಗ್ರಹಣ ಕಾರ್ಯಕ್ರಮ: [28, 801, 278, 816]
- masthead: [28, 48, 918, 67]
- article-column: ಸೇವೆಗಳನ್ನು ಹಿಂದಿನಿಂದಲೂ ಸಲ್ಲಿಸುತ್ತಾ ಬಂದಿದ್ದು ಮುಂದೆಯೂ ಸಹ ಸಮಾಜಸೇವೆಗೆ ಬದ್ಧವಾಗಿರುತ್ತದೆ ಪ್ರಪ್ರಥಮ ಬಾರಿಗೆ ರೋಟರಿ ವತಿಯಿಂದ ಕಾಮಧೇನು ಸೇವೆ ಆರಂಭಿಸುತ್ತಿದ್ದು ಗ್ರಾಮೀಣ ಭಾಗದ ಬಡ ಕುಟುಂಬಗಳಿಗೆ ಹೈನುಗಾರಿಕೆ ಹೆಚ್ಚಿಸಿ ಮತ್ತು ದುಡಿಮೆ ಮಾರ್ಗವಾಗಿ ಹಸುಗಳನ್ನು ವಿತರಿಸಲಾಗುತ್ತಿದೆ. ಮುಂದಿನ ದಿನಗಳಲ್ಲಿ ತಿಪಟೂರು ತಾಲ್ಲೂಕಿನ ಶಾಲೆಗಳಿಗೆ ಕ್ಲಬ್ ಸಂಪೂರ್ಣ ನೆರವು ನೀಡಲಿದೆ. ಉಪಾಧ್ಯಕ್ಷ ಪ್ರಕಾಶ್ ಮಾತನಾಡಿ ತಿಪಟೂರು ನಗರದ ಸಾರ್ವಜನಿಕರ ಹಿತದೃಷ್ಟಿಯಿಂದ ನಗರದಲ್ಲಿ ಹಲವು ಬಸ್ ನಿಲ್ದಾಣ ನಿರ್ಮಿಸಲಾಗುತ್ತದೆ. ಕಾರ್ಯದರ್ಶಿ ಅರ್ಜುನ್ ಹೆಚ್.ಕೆ, ಖಜಾಂಚಿ ಶಂಕರ್, ರೋಟರಿ ಕ್ಲಬ್ ಪದಾಧಿಕಾರಿ ದೇವರಾಜ್ ಇದ್ದರು.: [186, 863, 342, 973]
- tagline: ಕನ್ನಡ ದಿನಪತ್ರಿಕೆ: [88, 54, 123, 62]
- award-ceremony-photo-icon: [713, 541, 919, 723]
- article-column: ಬಿ.ಹೆಚ್.ಲೋಕೇಶ್ ಜಿಲ್ಲಾ ಗೃಹ ರಕ್ಷಕ ದಳ, ಹೆಚ್.ಶಿಪ್ರೇಸ್ವಾಮಿ ಜಿಲ್ಲಾ ಬೋಧಕರು ಜಿಲ್ಲಾ ಗೃಹ ರಕ್ಷಕದಳ, ಶರಣಬಸಪ್ಪ ಜಿಲ್ಲಾ ಸಹಾಯಕ ಬೋಧಕರು ಸೇರಿದಂತೆ ಹಲವರು ಇದ್ದರು.: [712, 727, 918, 748]
- article-column: ಹಲವಾರು ಜನ ಸಮಾಜಮುಖಿಯಾಗಿ ಪ್ರಾಮಾಣಿಕವಾಗಿ ಕೆಲಸ ಮಾಡುತ್ತಾ, ಜನಮನ್ನಣೆಗೆ ಪಾತ್ರರಾಗಿದ್ದಾರೆ, ಅಂತಹ ವ್ಯಕ್ತಿಗಳಲ್ಲಿ ಪವನ್ ಕುಮಾರ್ ಸಹ ಒಬ್ಬರು, ತಮ್ಮ ವೃತ್ತಿ ಜೀವನದಲ್ಲಿ ಯಾವುದೇ ವಿವಾದಗಳಿಲ್ಲದೆ ಕೆಲಸ ನಿರ್ವಹಿಸಿದ ವ್ಯಕ್ತಿ. ಸವಿತಾ ಸಮಾಜದ ಹಿರಿಯ ಮುಖಂಡ ಟಿ.ಸಿ.ಗೋವಿಂದರಾಜು, ಸಭೆಯಲ್ಲಿ ಸಂಘದ ಅಧ್ಯಕ್ಷ ಎಚ್.ಎಸ್.ನಾಗರಾಜು, ಕರ್ಣಕುಮಾರಸ್ವಾಮಿ, ಹೇಮಂತ್, ಸತೀಶ್, ಚನ್ನವೀರ ಸ್ವಾಮಿ, ಸಂಘದ ಪದಾಧಿಕಾರಿಗಳಾದ ತಾಂಡವಮೂರ್ತಿ ಟಿ.ಆರ್ ರಘು, ಸಕ್ಕರೆಶಾಮ, ಮಧು, ಸಮರ್ಥ್, ಬ್ಯಾಗ್ ಅಲ್ತಾಫ್, ಕೆ.ಟಿ ಇತರರು ಉಪಸ್ಥಿತರಿದ್ದರು.: [448, 541, 584, 663]
- issue-info: Issue:03, Volume:13, Page: 4, Price: 1.00: [566, 53, 741, 64]
- photo-salon: [596, 1098, 914, 1310]
